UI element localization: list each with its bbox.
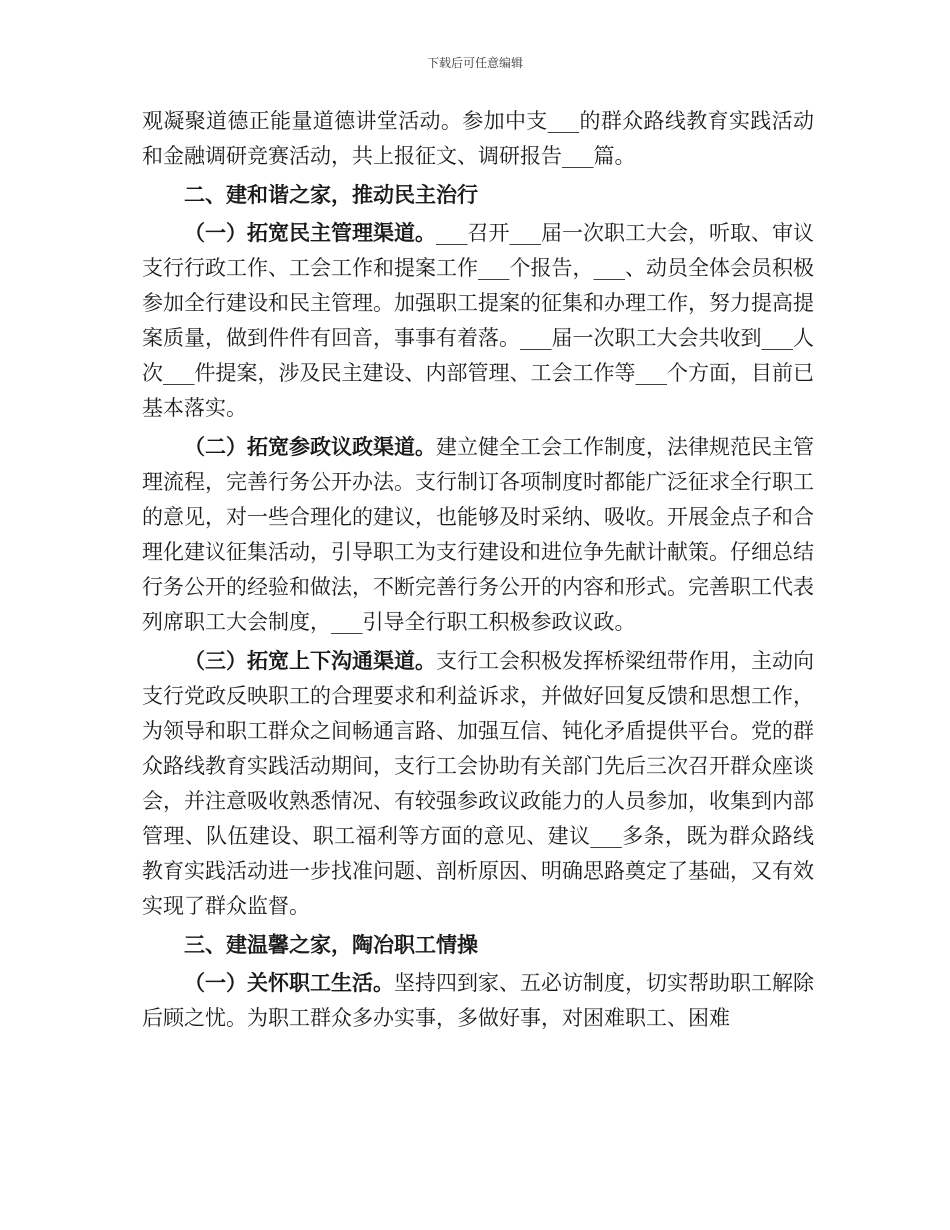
document-body — [142, 104, 814, 1036]
page-header: 下载后可任意编辑 — [426, 56, 523, 70]
paragraph-participation — [142, 429, 814, 640]
section-heading-2: 二、建和谐之家，推动民主治行 — [184, 182, 478, 207]
paragraph-communication — [142, 643, 814, 924]
paragraph-text: 建立健全工会工作制度，法律规范民主管理流程，完善行务公开办法。支行制订各项制度时都能广泛征求全行职工的意见，对一些合理化的建议，也能够及时采纳、吸收。开展金点子和合理化建议征集活动，引导职工为支行建设和进位争先献计献策。仔细总结行务公开的经验和做法，不断完善行务公开的内容和形式。完善职工代表列席职工大会制度，___引导全行职工积极参政议政。 — [142, 435, 814, 634]
paragraph-text: 坚持四到家、五必访制度，切实帮助职工解除后顾之忧。为职工群众多办实事，多做好事，对困难职工、困难 — [142, 971, 814, 1030]
paragraph-lead: （三）拓宽上下沟通渠道。 — [184, 648, 436, 673]
paragraph-continuation: 观凝聚道德正能量道德讲堂活动。参加中支___的群众路线教育实践活动和金融调研竞赛活动，共上报征文、调研报告___篇。 — [142, 109, 814, 168]
paragraph-lead: （二）拓宽参政议政渠道。 — [184, 434, 436, 459]
paragraph-employee-care — [142, 965, 814, 1036]
paragraph-text: 支行工会积极发挥桥梁纽带作用，主动向支行党政反映职工的合理要求和利益诉求，并做好回复反馈和思想工作，为领导和职工群众之间畅通言路、加强互信、钝化矛盾提供平台。党的群众路线教育实践活动期间，支行工会协助有关部门先后三次召开群众座谈会，并注意吸收熟悉情况、有较强参政议政能力的人员参加，收集到内部管理、队伍建设、职工福利等方面的意见、建议___多条，既为群众路线教育实践活动进一步找准问题、剖析原因、明确思路奠定了基础，又有效实现了群众监督。 — [142, 649, 814, 918]
paragraph-lead: （一）关怀职工生活。 — [184, 970, 394, 995]
paragraph-democratic-management — [142, 215, 814, 426]
paragraph-text: ___召开___届一次职工大会，听取、审议支行行政工作、工会工作和提案工作___个报告，___、动员全体会员积极参加全行建设和民主管理。加强职工提案的征集和办理工作，努力提高提案质量，做到件件有回音，事事有着落。___届一次职工大会共收到___人次___件提案，涉及民主建设、内部管理、工会工作等___个方面，目前已基本落实。 — [142, 221, 814, 420]
section-heading-3: 三、建温馨之家，陶冶职工情操 — [184, 932, 478, 957]
paragraph-lead: （一）拓宽民主管理渠道。 — [184, 220, 436, 245]
